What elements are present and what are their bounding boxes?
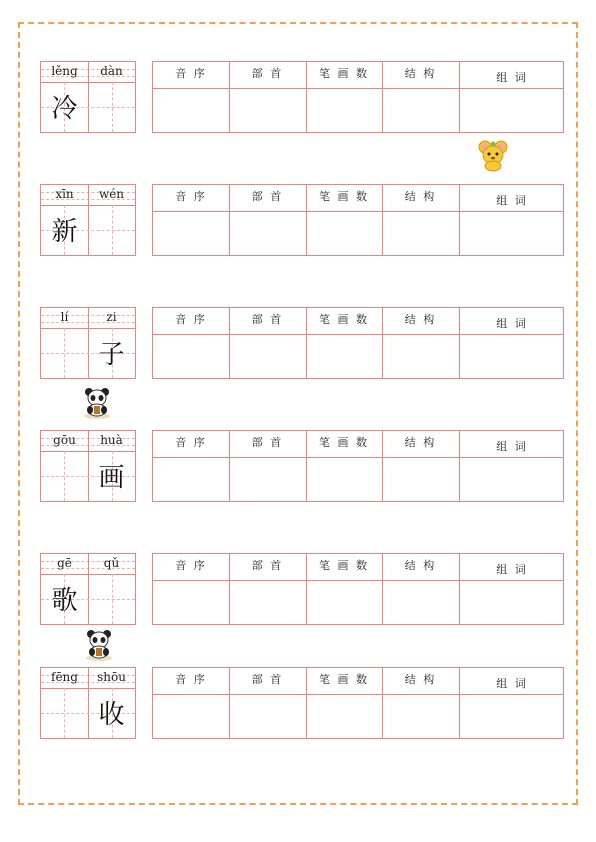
pinyin-text: lěng [51, 64, 78, 78]
pinyin-text: lí [60, 310, 69, 324]
pinyin-text: huà [100, 433, 123, 447]
header-jiegou: 结 构 [404, 673, 437, 686]
header-bushou: 部 首 [251, 436, 284, 449]
answer-cell[interactable] [153, 212, 229, 255]
answer-cell[interactable] [306, 89, 382, 132]
answer-cell[interactable] [229, 458, 306, 501]
answer-cell[interactable] [459, 335, 565, 378]
header-bihuashu: 笔 画 数 [319, 673, 369, 686]
character-info-table [152, 430, 564, 502]
answer-cell[interactable] [153, 458, 229, 501]
header-zuci: 组 词 [496, 563, 528, 576]
header-bushou: 部 首 [251, 313, 284, 326]
answer-cell[interactable] [229, 89, 306, 132]
answer-cell[interactable] [229, 695, 306, 738]
hanzi-cell: 子 [98, 340, 125, 370]
tianzi-grid [40, 667, 136, 739]
header-bihuashu: 笔 画 数 [319, 190, 369, 203]
answer-cell[interactable] [459, 89, 565, 132]
yellow-bear-icon [476, 138, 510, 172]
answer-cell[interactable] [306, 458, 382, 501]
answer-cell[interactable] [153, 695, 229, 738]
header-bushou: 部 首 [251, 67, 284, 80]
panda-icon [80, 386, 114, 420]
hanzi-cell [41, 455, 88, 501]
pinyin-text: dàn [100, 64, 123, 78]
header-zuci: 组 词 [496, 71, 528, 84]
answer-cell[interactable] [306, 581, 382, 624]
header-zuci: 组 词 [496, 194, 528, 207]
header-zuci: 组 词 [496, 677, 528, 690]
hanzi-cell [41, 692, 88, 738]
tianzi-grid [40, 553, 136, 625]
answer-cell[interactable] [459, 695, 565, 738]
pinyin-text: fēng [51, 670, 78, 684]
header-jiegou: 结 构 [404, 559, 437, 572]
answer-cell[interactable] [306, 335, 382, 378]
pinyin-text: gōu [53, 433, 76, 447]
pinyin-text: wén [98, 187, 125, 201]
answer-cell[interactable] [382, 695, 459, 738]
tianzi-grid [40, 430, 136, 502]
tianzi-grid [40, 61, 136, 133]
answer-cell[interactable] [153, 335, 229, 378]
hanzi-cell [88, 578, 135, 624]
hanzi-cell: 画 [98, 463, 125, 493]
answer-cell[interactable] [459, 212, 565, 255]
header-yinxu: 音 序 [175, 436, 207, 449]
hanzi-cell: 歌 [51, 586, 78, 616]
header-yinxu: 音 序 [175, 559, 207, 572]
hanzi-cell [41, 332, 88, 378]
hanzi-cell: 冷 [51, 94, 78, 124]
header-zuci: 组 词 [496, 440, 528, 453]
answer-cell[interactable] [382, 335, 459, 378]
header-yinxu: 音 序 [175, 673, 207, 686]
hanzi-cell [88, 86, 135, 132]
word-row [40, 61, 564, 134]
header-jiegou: 结 构 [404, 190, 437, 203]
character-info-table [152, 184, 564, 256]
word-row [40, 430, 564, 503]
character-info-table [152, 61, 564, 133]
header-bihuashu: 笔 画 数 [319, 67, 369, 80]
header-bushou: 部 首 [251, 559, 284, 572]
answer-cell[interactable] [229, 212, 306, 255]
answer-cell[interactable] [306, 212, 382, 255]
pinyin-text: gē [57, 556, 72, 570]
pinyin-text: qǔ [103, 556, 120, 570]
header-bihuashu: 笔 画 数 [319, 313, 369, 326]
answer-cell[interactable] [153, 581, 229, 624]
character-info-table [152, 667, 564, 739]
character-info-table [152, 553, 564, 625]
answer-cell[interactable] [229, 335, 306, 378]
hanzi-cell: 收 [98, 700, 125, 730]
header-bihuashu: 笔 画 数 [319, 436, 369, 449]
pinyin-text: zi [106, 310, 117, 324]
pinyin-text: shōu [97, 670, 126, 684]
pinyin-text: xīn [55, 187, 74, 201]
header-yinxu: 音 序 [175, 190, 207, 203]
answer-cell[interactable] [153, 89, 229, 132]
character-info-table [152, 307, 564, 379]
tianzi-grid [40, 184, 136, 256]
answer-cell[interactable] [459, 581, 565, 624]
header-bushou: 部 首 [251, 673, 284, 686]
hanzi-cell [88, 209, 135, 255]
header-jiegou: 结 构 [404, 67, 437, 80]
answer-cell[interactable] [459, 458, 565, 501]
header-bihuashu: 笔 画 数 [319, 559, 369, 572]
word-row [40, 553, 564, 626]
panda-icon [82, 628, 116, 662]
answer-cell[interactable] [382, 212, 459, 255]
header-bushou: 部 首 [251, 190, 284, 203]
header-jiegou: 结 构 [404, 436, 437, 449]
tianzi-grid [40, 307, 136, 379]
answer-cell[interactable] [229, 581, 306, 624]
word-row [40, 184, 564, 257]
word-row [40, 667, 564, 740]
header-jiegou: 结 构 [404, 313, 437, 326]
hanzi-cell: 新 [51, 217, 78, 247]
word-row [40, 307, 564, 380]
header-yinxu: 音 序 [175, 313, 207, 326]
answer-cell[interactable] [382, 89, 459, 132]
answer-cell[interactable] [382, 581, 459, 624]
header-zuci: 组 词 [496, 317, 528, 330]
answer-cell[interactable] [382, 458, 459, 501]
answer-cell[interactable] [306, 695, 382, 738]
header-yinxu: 音 序 [175, 67, 207, 80]
